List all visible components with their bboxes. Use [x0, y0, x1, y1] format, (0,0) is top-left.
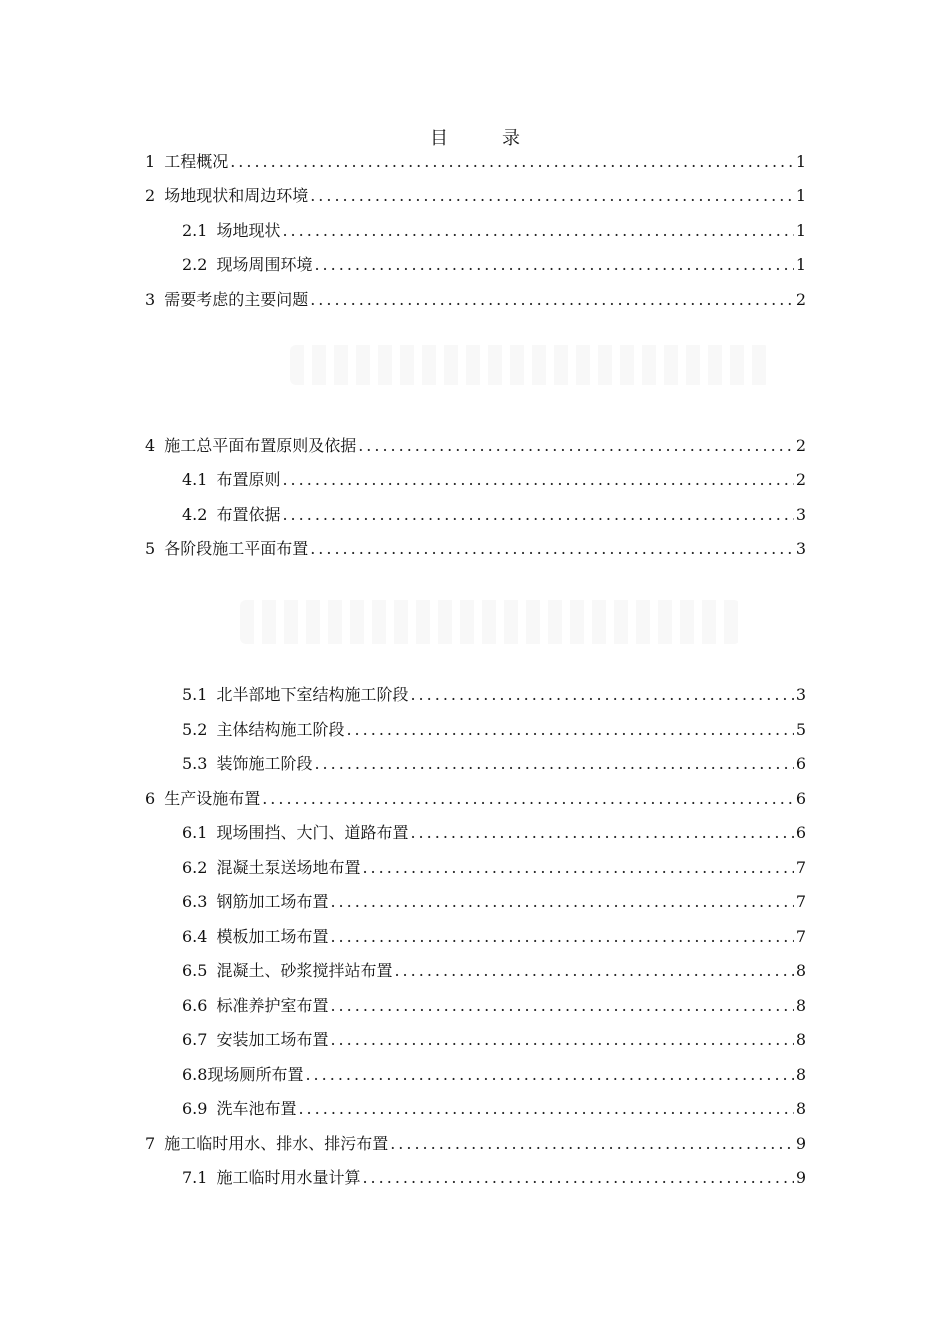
toc-entry-page: 1 [795, 186, 806, 205]
toc-entry-number: 5 [145, 539, 156, 558]
toc-entry-page: 2 [795, 470, 806, 489]
toc-entry-label: 装饰施工阶段 [216, 754, 313, 773]
toc-leader-dots [310, 287, 794, 313]
toc-entry-label: 施工临时用水、排水、排污布置 [164, 1134, 389, 1153]
toc-entry [182, 1165, 806, 1191]
toc-entry [145, 536, 806, 562]
faint-watermark-upper [290, 345, 770, 385]
toc-entry-number: 2 [145, 186, 156, 205]
toc-entry-page: 8 [795, 1065, 806, 1084]
toc-entry-page: 6 [795, 754, 806, 773]
toc-entry-label: 各阶段施工平面布置 [164, 539, 309, 558]
toc-entry-page: 1 [795, 255, 806, 274]
toc-entry-number: 2.1 [182, 221, 208, 240]
toc-entry-page: 2 [795, 436, 806, 455]
toc-entry-number: 4 [145, 436, 156, 455]
toc-entry [182, 924, 806, 950]
toc-leader-dots [330, 889, 793, 915]
toc-entry-text [182, 1096, 296, 1122]
toc-leader-dots [394, 958, 793, 984]
toc-entry-number: 6.3 [182, 892, 208, 911]
toc-entry-text [182, 958, 392, 984]
toc-entry-page: 6 [795, 823, 806, 842]
toc-entry-text [182, 751, 312, 777]
toc-entry [182, 855, 806, 881]
toc-leader-dots [330, 993, 793, 1019]
toc-entry-label: 需要考虑的主要问题 [164, 290, 309, 309]
toc-entry-number: 5.2 [182, 720, 208, 739]
toc-entry-page: 7 [795, 927, 806, 946]
toc-entry-number: 5.1 [182, 685, 208, 704]
toc-entry-label: 布置原则 [216, 470, 281, 489]
toc-entry [182, 820, 806, 846]
toc-entry-text [145, 536, 308, 562]
toc-entry-text [182, 682, 408, 708]
toc-entry-page: 8 [795, 961, 806, 980]
toc-entry-text [145, 183, 308, 209]
toc-leader-dots [282, 502, 793, 528]
toc-entry-label: 布置依据 [216, 505, 281, 524]
toc-leader-dots [314, 252, 793, 278]
toc-leader-dots [330, 924, 793, 950]
toc-entry [182, 958, 806, 984]
toc-entry-label: 施工临时用水量计算 [216, 1168, 361, 1187]
toc-leader-dots [410, 682, 793, 708]
toc-entry-label: 安装加工场布置 [216, 1030, 329, 1049]
toc-entry-page: 7 [795, 892, 806, 911]
toc-title: 目 录 [430, 128, 538, 149]
toc-entry-text [182, 1062, 303, 1088]
toc-entry-number: 6.6 [182, 996, 208, 1015]
toc-entry [145, 183, 806, 209]
toc-entry-page: 3 [795, 539, 806, 558]
toc-entry-number: 7 [145, 1134, 156, 1153]
toc-entry-number: 7.1 [182, 1168, 208, 1187]
toc-entry-text [182, 993, 328, 1019]
toc-entry [145, 786, 806, 812]
toc-entry-number: 4.2 [182, 505, 208, 524]
toc-entry-label: 混凝土泵送场地布置 [216, 858, 361, 877]
toc-entry-number: 1 [145, 152, 156, 171]
toc-entry-label: 北半部地下室结构施工阶段 [216, 685, 409, 704]
toc-leader-dots [362, 1165, 793, 1191]
toc-entry-number: 6.2 [182, 858, 208, 877]
toc-entry-page: 6 [795, 789, 806, 808]
toc-entry-label: 混凝土、砂浆搅拌站布置 [216, 961, 393, 980]
toc-entry [182, 751, 806, 777]
toc-entry-page: 9 [795, 1168, 806, 1187]
toc-entry-number: 6.7 [182, 1030, 208, 1049]
toc-entry-number: 6.1 [182, 823, 208, 842]
toc-entry-page: 2 [795, 290, 806, 309]
toc-entry [182, 502, 806, 528]
toc-leader-dots [330, 1027, 793, 1053]
toc-entry-number: 6 [145, 789, 156, 808]
toc-entry-page: 3 [795, 685, 806, 704]
toc-entry-label: 模板加工场布置 [216, 927, 329, 946]
toc-entry-number: 6.8 [182, 1065, 208, 1084]
toc-entry-label: 施工总平面布置原则及依据 [164, 436, 357, 455]
toc-entry-number: 2.2 [182, 255, 208, 274]
toc-entry-label: 生产设施布置 [164, 789, 261, 808]
toc-leader-dots [282, 467, 793, 493]
toc-leader-dots [310, 183, 794, 209]
toc-entry-label: 工程概况 [164, 152, 229, 171]
toc-entry-label: 场地现状和周边环境 [164, 186, 309, 205]
toc-entry-number: 6.5 [182, 961, 208, 980]
toc-entry-label: 现场厕所布置 [207, 1065, 304, 1084]
toc-entry [182, 717, 806, 743]
toc-entry-label: 现场周围环境 [216, 255, 313, 274]
toc-entry-text [182, 467, 280, 493]
toc-leader-dots [305, 1062, 793, 1088]
toc-entry-page: 8 [795, 1030, 806, 1049]
toc-entry [182, 682, 806, 708]
toc-entry-text [182, 717, 344, 743]
toc-entry-text [182, 1165, 360, 1191]
toc-entry-text [145, 1131, 388, 1157]
toc-entry-number: 6.9 [182, 1099, 208, 1118]
toc-entry [182, 1027, 806, 1053]
toc-entry [145, 149, 806, 175]
faint-watermark-lower [240, 600, 740, 644]
toc-entry-label: 现场围挡、大门、道路布置 [216, 823, 409, 842]
toc-entry [145, 287, 806, 313]
toc-entry-number: 6.4 [182, 927, 208, 946]
toc-leader-dots [390, 1131, 794, 1157]
toc-entry-page: 1 [795, 152, 806, 171]
toc-entry-number: 4.1 [182, 470, 208, 489]
toc-leader-dots [314, 751, 793, 777]
toc-leader-dots [410, 820, 793, 846]
toc-entry-label: 标准养护室布置 [216, 996, 329, 1015]
toc-entry-page: 5 [795, 720, 806, 739]
toc-entry [182, 889, 806, 915]
toc-entry-text [182, 820, 408, 846]
toc-entry-text [145, 786, 260, 812]
toc-entry-page: 1 [795, 221, 806, 240]
toc-entry-page: 3 [795, 505, 806, 524]
toc-entry-page: 8 [795, 1099, 806, 1118]
toc-entry [145, 1131, 806, 1157]
toc-entry [182, 252, 806, 278]
toc-entry [182, 218, 806, 244]
toc-entry-label: 场地现状 [216, 221, 281, 240]
toc-leader-dots [346, 717, 793, 743]
toc-entry-label: 洗车池布置 [216, 1099, 297, 1118]
toc-entry-text [182, 889, 328, 915]
toc-leader-dots [230, 149, 794, 175]
toc-entry-text [182, 855, 360, 881]
toc-leader-dots [262, 786, 794, 812]
toc-leader-dots [298, 1096, 793, 1122]
toc-leader-dots [358, 433, 794, 459]
toc-entry-text [182, 924, 328, 950]
toc-entry [182, 467, 806, 493]
toc-entry-page: 9 [795, 1134, 806, 1153]
toc-entry-text [182, 1027, 328, 1053]
toc-entry-text [145, 433, 356, 459]
toc-entry [145, 433, 806, 459]
toc-entry-text [145, 287, 308, 313]
toc-entry-text [182, 252, 312, 278]
toc-entry-text [182, 502, 280, 528]
toc-leader-dots [282, 218, 793, 244]
toc-leader-dots [362, 855, 793, 881]
toc-entry [182, 1062, 806, 1088]
toc-entry-label: 主体结构施工阶段 [216, 720, 345, 739]
toc-entry-text [182, 218, 280, 244]
toc-entry [182, 993, 806, 1019]
toc-entry [182, 1096, 806, 1122]
toc-entry-label: 钢筋加工场布置 [216, 892, 329, 911]
toc-entry-number: 3 [145, 290, 156, 309]
toc-entry-text [145, 149, 228, 175]
toc-entry-number: 5.3 [182, 754, 208, 773]
toc-entry-page: 8 [795, 996, 806, 1015]
toc-leader-dots [310, 536, 794, 562]
toc-entry-page: 7 [795, 858, 806, 877]
